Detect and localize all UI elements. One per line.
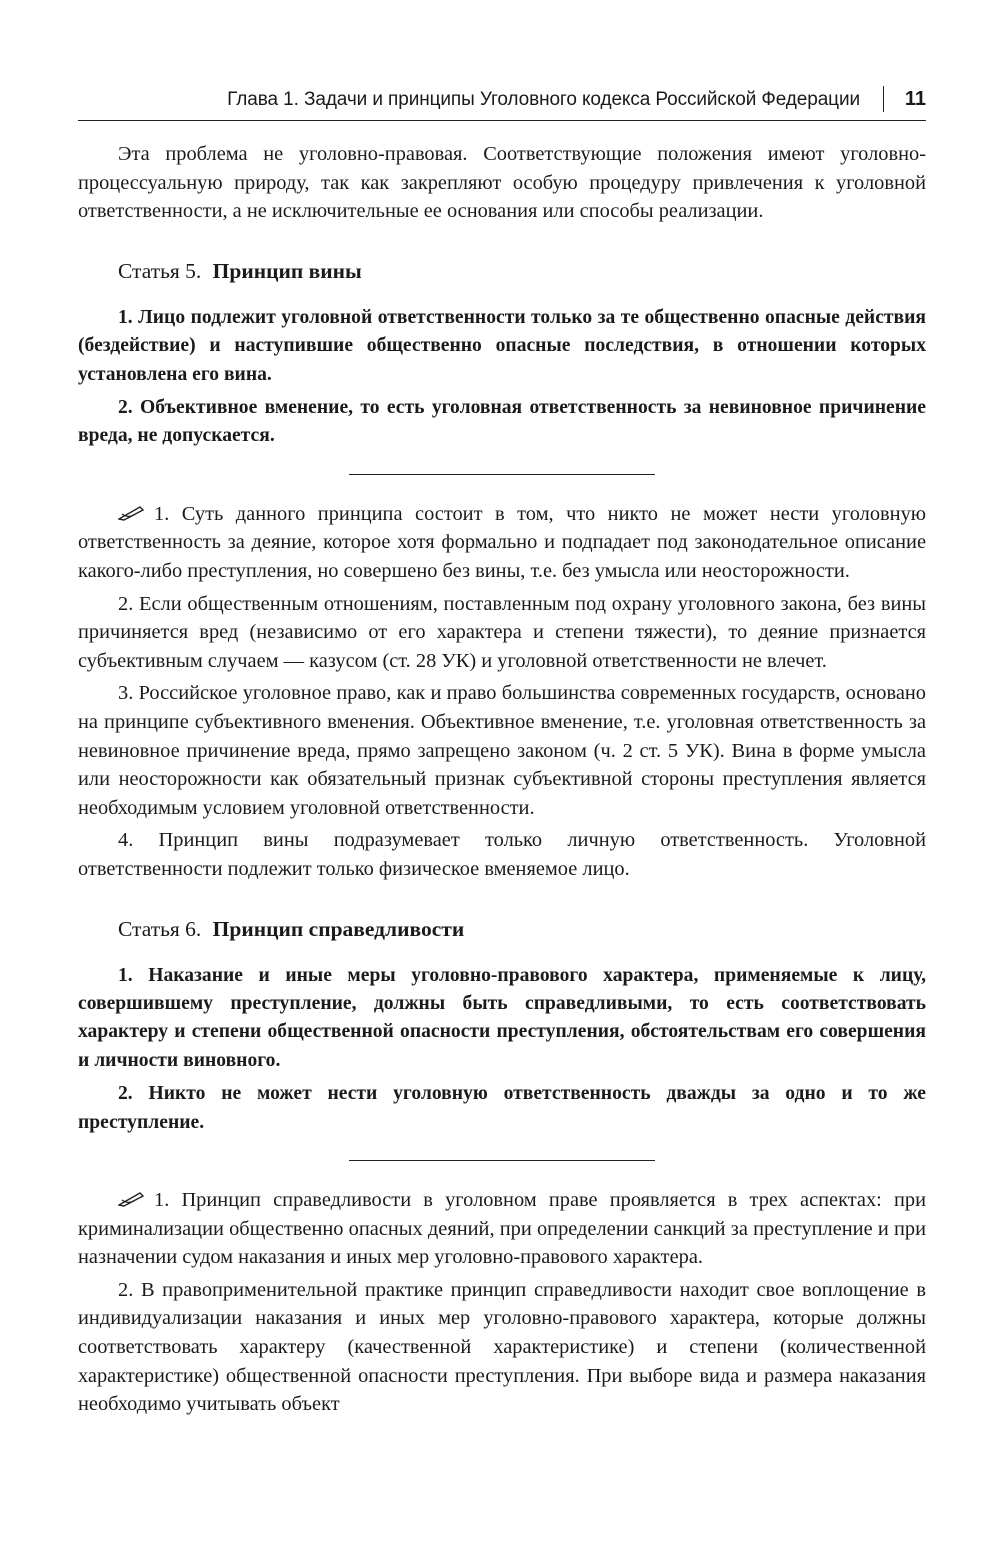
section-divider (349, 474, 655, 475)
article-6-label: Статья 6. (118, 916, 202, 941)
article-6-comment-2: 2. В правоприменительной практике принцип справедливости находит свое воплощение в индивидуализации наказания и иных мер уголовно-правового характера, которые должны соответствовать характеру (качественной характеристике) и степени (количественной характеристике) общественной опасности преступления. При выборе вида и размера наказания необходимо учитывать объект (78, 1278, 926, 1416)
article-6-heading (78, 914, 926, 944)
article-5-label: Статья 5. (118, 258, 202, 283)
header-separator (883, 86, 885, 112)
running-head (78, 80, 926, 121)
book-page (78, 80, 926, 1419)
chapter-title: Глава 1. Задачи и принципы Уголовного кодекса Российской Федерации (227, 89, 860, 110)
article-5-comment-4: 4. Принцип вины подразумевает только личную ответственность. Уголовной ответственности подлежит только физическое вменяемое лицо. (78, 829, 926, 880)
pen-writing-icon (118, 1191, 144, 1207)
page-number: 11 (904, 88, 926, 110)
article-5-provision-1: 1. Лицо подлежит уголовной ответственности только за те общественно опасные действия (бездействие) и наступившие общественно опасные последствия, в отношении которых установлена его вина. (78, 306, 926, 385)
article-6-title: Принцип справедливости (212, 916, 465, 941)
article-5-heading (78, 256, 926, 286)
section-divider (349, 1160, 655, 1161)
pen-writing-icon (118, 505, 144, 521)
comment-text: 1. Принцип справедливости в уголовном праве проявляется в трех аспектах: при криминализации общественно опасных деяний, при определении санкций за преступление и при назначении судом наказания и иных мер уголовно-правового характера. (78, 1188, 926, 1269)
article-5-comment-3: 3. Российское уголовное право, как и право большинства современных государств, основано на принципе субъективного вменения. Объективное вменение, т.е. уголовная ответственность за невиновное причинение вреда, прямо запрещено законом (ч. 2 ст. 5 УК). Вина в форме умысла или неосторожности как обязательный признак субъективной стороны преступления является необходимым условием уголовной ответственности. (78, 682, 926, 819)
comment-text: 1. Суть данного принципа состоит в том, что никто не может нести уголовную ответственность за деяние, которое хотя формально и подпадает под законодательное описание какого-либо преступления, но совершено без вины, т.е. без умысла или неосторожности. (78, 502, 926, 582)
article-6-provision-1: 1. Наказание и иные меры уголовно-правового характера, применяемые к лицу, совершившему преступление, должны быть справедливыми, то есть соответствовать характеру и степени общественной опасности преступления, обстоятельствам его совершения и личности виновного. (78, 964, 926, 1071)
article-6-provision-2: 2. Никто не может нести уголовную ответственность дважды за одно и то же преступление. (78, 1083, 926, 1133)
article-5-provision-2: 2. Объективное вменение, то есть уголовная ответственность за невиновное причинение вреда, не допускается. (78, 397, 926, 447)
article-5-title: Принцип вины (212, 258, 362, 283)
intro-paragraph: Эта проблема не уголовно-правовая. Соответствующие положения имеют уголовно-процессуальную природу, так как закрепляют особую процедуру привлечения к уголовной ответственности, а не исключительные ее основания или способы реализации. (78, 143, 926, 223)
article-5-comment-2: 2. Если общественным отношениям, поставленным под охрану уголовного закона, без вины причиняется вред (независимо от его характера и степени тяжести), то деяние признается субъективным случаем — казусом (ст. 28 УК) и уголовной ответственности не влечет. (78, 592, 926, 672)
article-5-comment-1 (78, 500, 926, 586)
article-6-comment-1 (78, 1186, 926, 1272)
